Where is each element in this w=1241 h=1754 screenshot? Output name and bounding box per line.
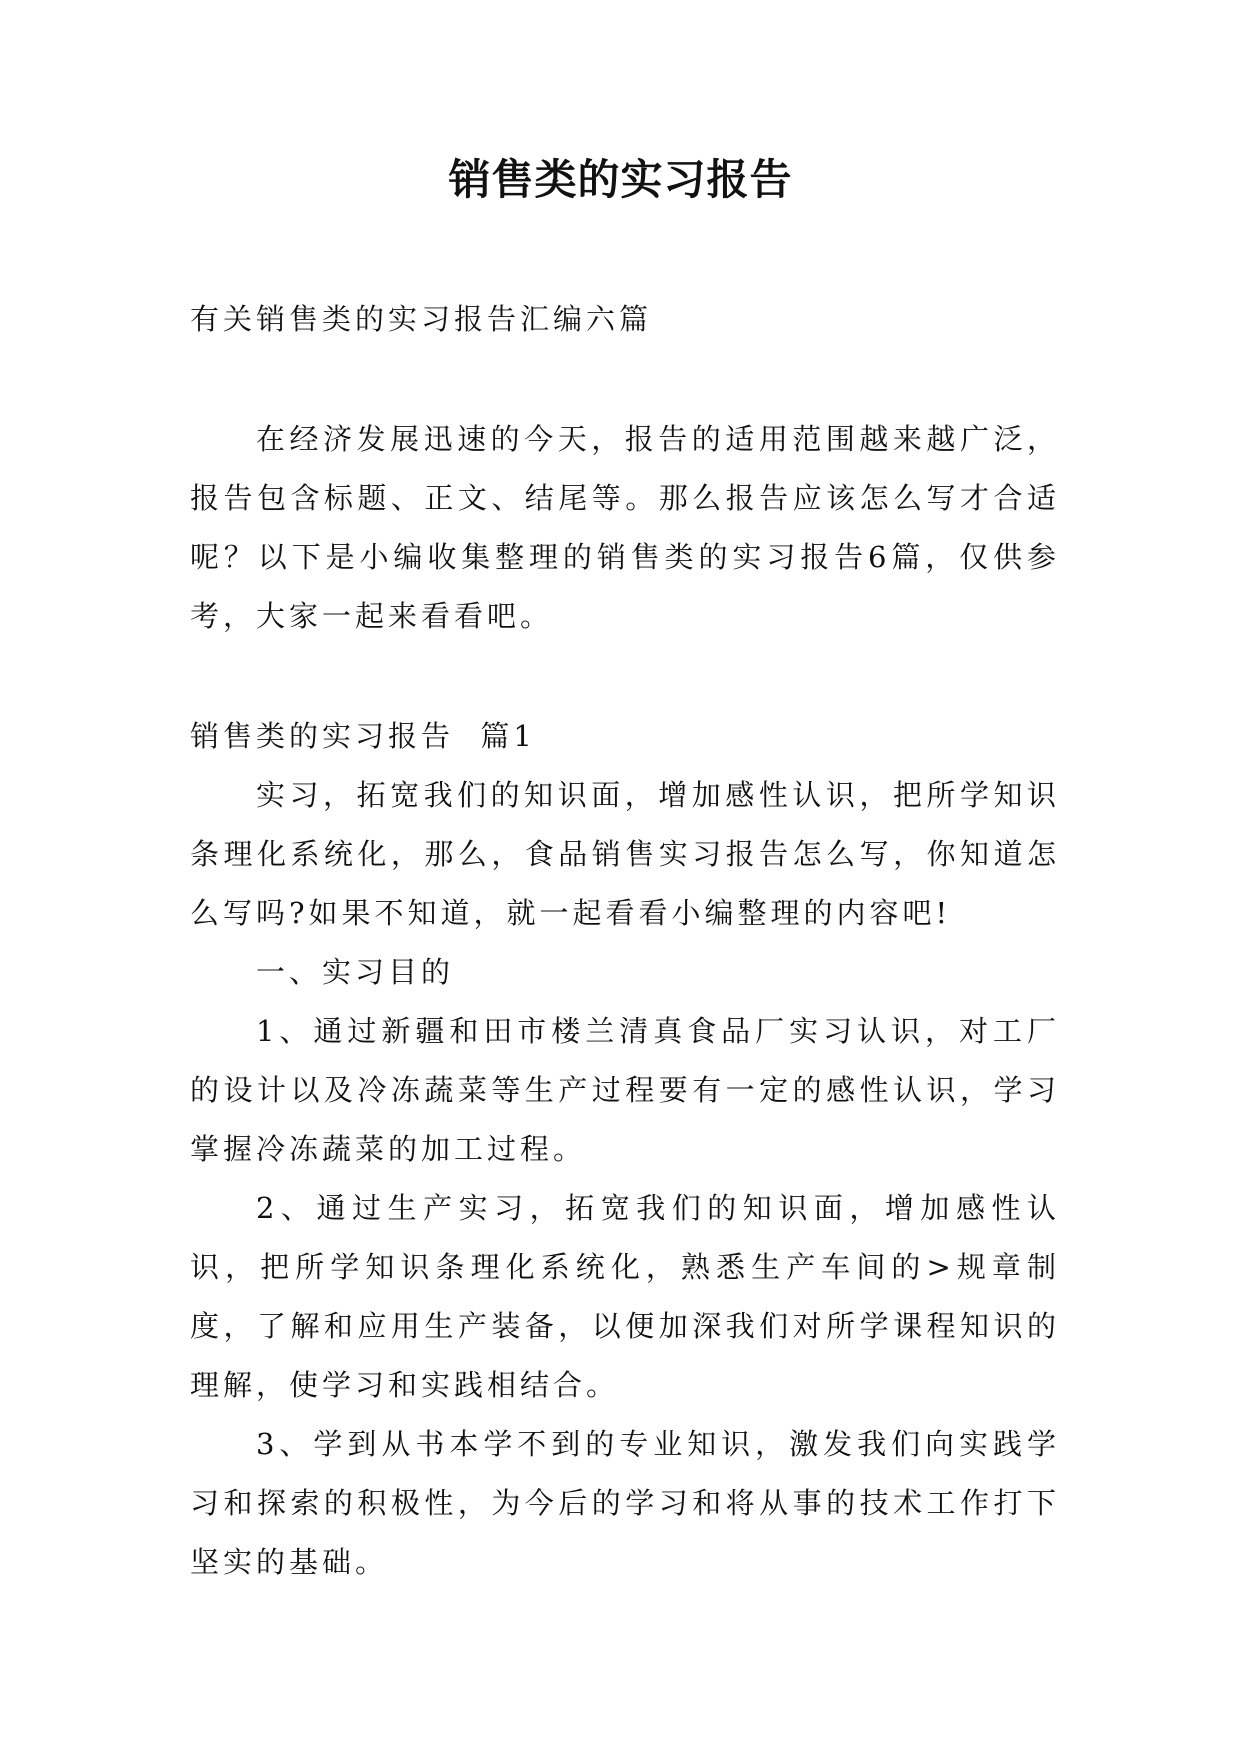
document-title: 销售类的实习报告 [448,155,793,204]
intro-paragraph: 在经济发展迅速的今天，报告的适用范围越来越广泛，报告包含标题、正文、结尾等。那么报告应该怎么写才合适呢？以下是小编收集整理的销售类的实习报告6篇，仅供参考，大家一起来看看吧。 [190,422,1060,633]
body-paragraph-1: 实习，拓宽我们的知识面，增加感性认识，把所学知识条理化系统化，那么，食品销售实习报告怎么写，你知道怎么写吗?如果不知道，就一起看看小编整理的内容吧! [190,778,1060,930]
body-heading-purpose: 一、实习目的 [256,955,455,989]
document-body [190,290,1060,1592]
document-subtitle: 有关销售类的实习报告汇编六篇 [190,302,653,336]
body-paragraph-item-3: 3、学到从书本学不到的专业知识，激发我们向实践学习和探索的积极性，为今后的学习和将从事的技术工作打下坚实的基础。 [190,1427,1060,1579]
body-paragraph-item-2: 2、通过生产实习，拓宽我们的知识面，增加感性认识，把所学知识条理化系统化，熟悉生产车间的>规章制度，了解和应用生产装备，以便加深我们对所学课程知识的理解，使学习和实践相结合。 [190,1191,1060,1402]
body-paragraph-item-1: 1、通过新疆和田市楼兰清真食品厂实习认识，对工厂的设计以及冷冻蔬菜等生产过程要有一定的感性认识，学习掌握冷冻蔬菜的加工过程。 [190,1014,1060,1166]
section-heading: 销售类的实习报告 篇1 [190,719,536,753]
